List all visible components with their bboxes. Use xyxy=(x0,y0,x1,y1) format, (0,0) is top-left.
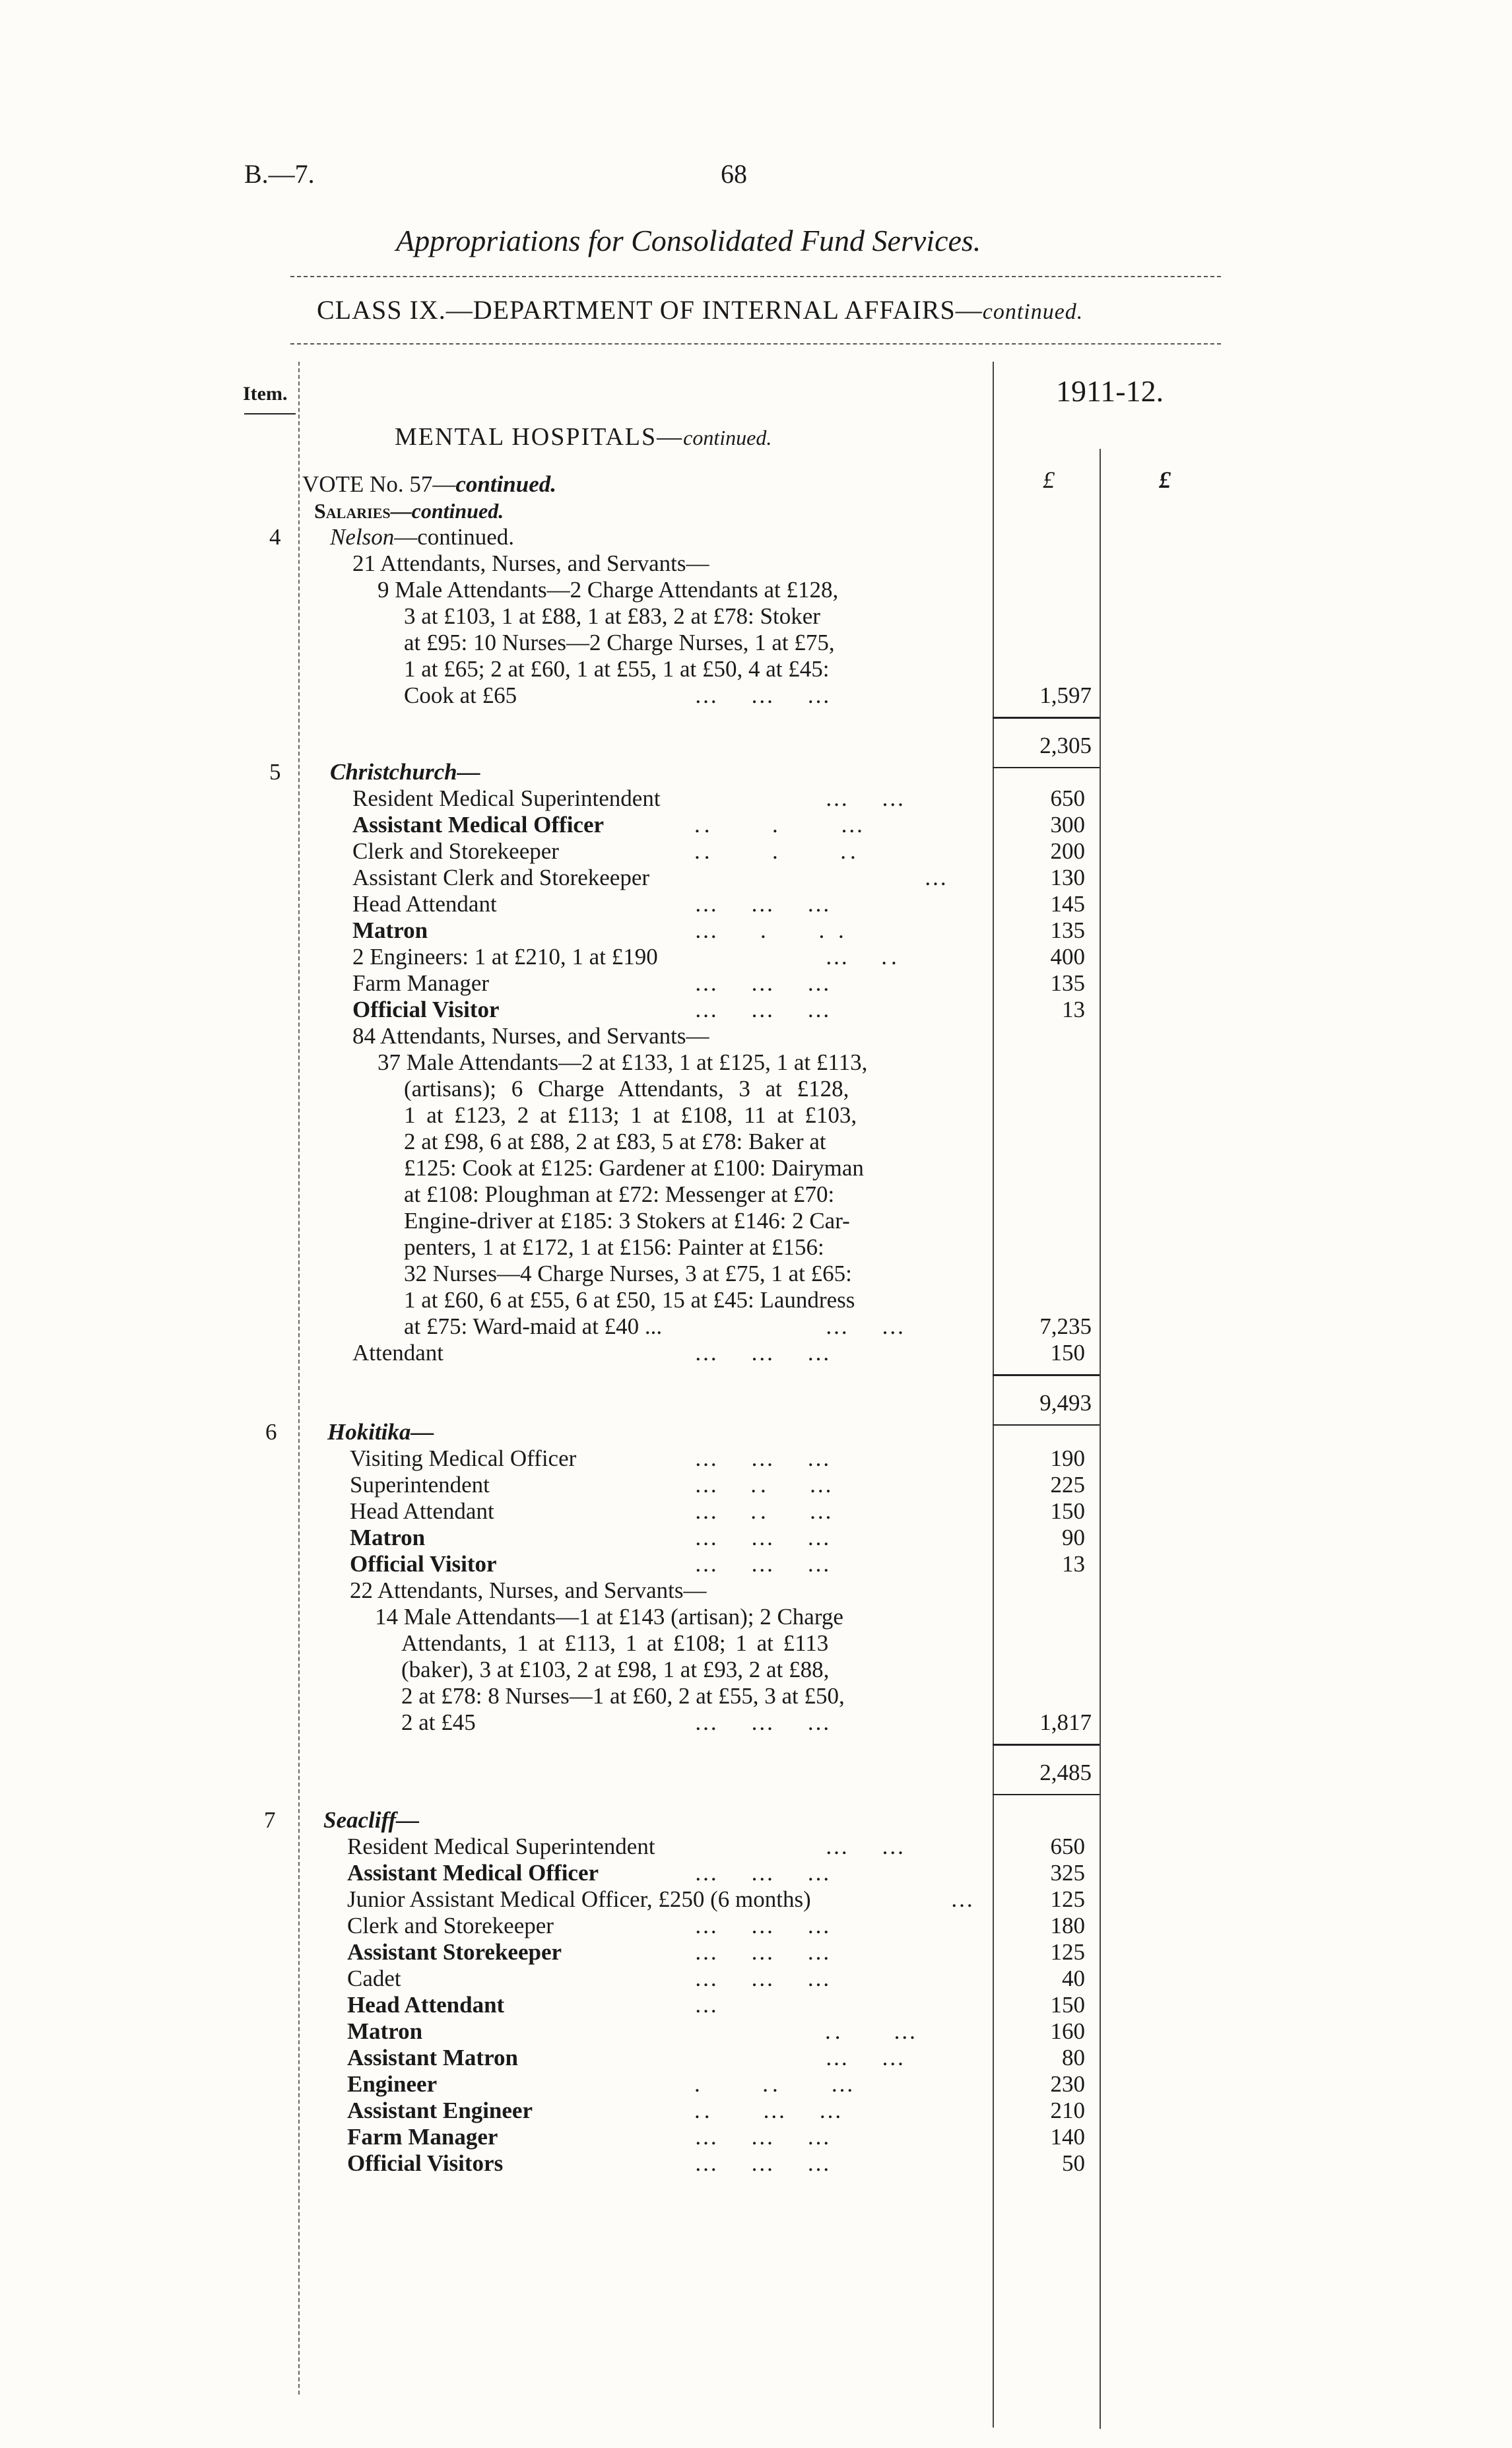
item-column-divider xyxy=(298,362,300,2395)
subtotal-amount: 2,485 xyxy=(1039,1760,1092,1785)
salaries-heading xyxy=(314,498,504,524)
section-cont: continued. xyxy=(683,426,772,449)
staff-position: Assistant Medical Officer xyxy=(347,1860,599,1886)
class-heading-cont: continued. xyxy=(982,300,1084,324)
leader-dots: … … … xyxy=(694,1525,834,1550)
leader-dots: … … … xyxy=(694,1709,834,1735)
amount: 50 xyxy=(1062,2150,1085,2176)
item-number: 7 xyxy=(264,1807,276,1833)
staff-position: Clerk and Storekeeper xyxy=(347,1913,554,1938)
staff-position: Assistant Storekeeper xyxy=(347,1939,562,1965)
staff-detail-line: 2 at £78: 8 Nurses—1 at £60, 2 at £55, 3 at £50, xyxy=(401,1683,845,1709)
staff-detail-line: Engine-driver at £185: 3 Stokers at £146: 2 Car- xyxy=(404,1208,850,1234)
amount: 650 xyxy=(1050,785,1085,811)
staff-position: Official Visitors xyxy=(347,2150,504,2176)
header-rule-bottom xyxy=(290,343,1221,345)
institution-heading-hokitika: Hokitika— xyxy=(327,1419,434,1445)
amount: 13 xyxy=(1062,997,1085,1022)
staff-position: Assistant Clerk and Storekeeper xyxy=(352,865,650,890)
staff-detail-line: Attendants, 1 at £113, 1 at £108; 1 at £113 xyxy=(401,1630,829,1656)
staff-detail-line: 1 at £65; 2 at £60, 1 at £55, 1 at £50, 4 at £45: xyxy=(404,656,830,682)
amount: 135 xyxy=(1050,970,1085,996)
section-title: MENTAL HOSPITALS— xyxy=(395,423,684,451)
page-number: 68 xyxy=(721,159,747,189)
amount: 1,817 xyxy=(1039,1709,1092,1735)
leader-dots: .. . … xyxy=(694,812,868,838)
staff-position: Junior Assistant Medical Officer, £250 (6 months) xyxy=(347,1886,811,1912)
salaries-label: Salaries— xyxy=(314,499,412,523)
leader-dots: … … xyxy=(825,785,909,811)
staff-position: Visiting Medical Officer xyxy=(350,1445,577,1471)
amount: 150 xyxy=(1050,1992,1085,2018)
staff-detail-line: 2 at £98, 6 at £88, 2 at £83, 5 at £78: Baker at xyxy=(404,1129,826,1154)
staff-detail-line: 3 at £103, 1 at £88, 1 at £83, 2 at £78: Stoker xyxy=(404,603,820,629)
staff-position: Matron xyxy=(347,2018,423,2044)
staff-position: Matron xyxy=(350,1525,426,1550)
staff-position: Engineer xyxy=(347,2071,438,2097)
amount: 13 xyxy=(1062,1551,1085,1577)
staff-detail-line: (artisans); 6 Charge Attendants, 3 at £128, xyxy=(404,1076,849,1102)
staff-position: Cadet xyxy=(347,1966,401,1991)
class-heading-text: CLASS IX.—DEPARTMENT OF INTERNAL AFFAIRS— xyxy=(317,295,983,325)
staff-position: Assistant Matron xyxy=(347,2045,518,2070)
staff-position: Assistant Engineer xyxy=(347,2098,533,2123)
amount: 300 xyxy=(1050,812,1085,838)
staff-detail-line: at £108: Ploughman at £72: Messenger at £70: xyxy=(404,1181,835,1207)
institution-heading-christchurch: Christchurch— xyxy=(330,759,480,785)
leader-dots: … … … xyxy=(694,1966,834,1991)
leader-dots: … … … xyxy=(694,2150,834,2176)
amount: 200 xyxy=(1050,838,1085,864)
staff-position: Official Visitor xyxy=(350,1551,497,1577)
staff-detail-line: 14 Male Attendants—1 at £143 (artisan); 2 Charge xyxy=(375,1604,843,1630)
leader-dots: … … … xyxy=(694,891,834,917)
staff-position: Attendant xyxy=(352,1340,444,1366)
vote-heading xyxy=(302,471,556,498)
staff-detail-line: Cook at £65 xyxy=(404,682,517,708)
amount: 180 xyxy=(1050,1913,1085,1938)
staff-detail-line: at £95: 10 Nurses—2 Charge Nurses, 1 at £75, xyxy=(404,630,835,655)
amount: 400 xyxy=(1050,944,1085,970)
amount: 145 xyxy=(1050,891,1085,917)
leader-dots: … … … xyxy=(694,1939,834,1965)
staff-position: Resident Medical Superintendent xyxy=(347,1834,655,1859)
amount: 225 xyxy=(1050,1472,1085,1498)
amount: 650 xyxy=(1050,1834,1085,1859)
leader-dots: … … … xyxy=(694,1913,834,1938)
amount: 135 xyxy=(1050,917,1085,943)
staff-position: Farm Manager xyxy=(352,970,490,996)
leader-dots: . .. … xyxy=(694,2071,858,2097)
leader-dots: … … … xyxy=(694,970,834,996)
vote-cont: continued. xyxy=(455,471,557,497)
leader-dots: … xyxy=(924,865,951,890)
leader-dots: … … … xyxy=(694,1551,834,1577)
item-header-underline xyxy=(244,413,296,414)
item-number: 4 xyxy=(269,524,281,550)
leader-dots: … … … xyxy=(694,997,834,1022)
amount: 150 xyxy=(1050,1340,1085,1366)
subtotal-amount: 2,305 xyxy=(1039,733,1092,758)
subtotal-amount: 9,493 xyxy=(1039,1390,1092,1416)
pound-sign-column-a: £ xyxy=(1043,467,1055,493)
staff-detail-line: 1 at £60, 6 at £55, 6 at £50, 15 at £45: Laundress xyxy=(404,1287,855,1313)
amount: 210 xyxy=(1050,2098,1085,2123)
leader-dots: … … … xyxy=(694,1340,834,1366)
staff-position: 2 Engineers: 1 at £210, 1 at £190 xyxy=(352,944,658,970)
amount: 90 xyxy=(1062,1525,1085,1550)
staff-detail-line: penters, 1 at £172, 1 at £156: Painter at £156: xyxy=(404,1234,824,1260)
amount: 190 xyxy=(1050,1445,1085,1471)
staff-position: Head Attendant xyxy=(352,891,497,917)
staff-group-heading: 84 Attendants, Nurses, and Servants— xyxy=(352,1023,709,1049)
leader-dots: … … … xyxy=(694,2124,834,2150)
leader-dots: … … … xyxy=(694,682,834,708)
amount: 125 xyxy=(1050,1886,1085,1912)
leader-dots: … xyxy=(694,1992,721,2018)
class-heading xyxy=(317,294,1083,325)
total-column-divider xyxy=(1100,449,1101,2429)
subtotal-rule xyxy=(993,1374,1100,1376)
leader-dots: .. . .. xyxy=(694,838,860,864)
leader-dots: … .. … xyxy=(694,1472,836,1498)
staff-position: Assistant Medical Officer xyxy=(352,812,605,838)
institution-heading-seacliff: Seacliff— xyxy=(323,1807,420,1833)
item-column-header: Item. xyxy=(243,383,288,405)
document-reference: B.—7. xyxy=(244,159,315,189)
header-rule-top xyxy=(290,276,1221,277)
staff-position: Farm Manager xyxy=(347,2124,498,2150)
staff-detail-line: (baker), 3 at £103, 2 at £98, 1 at £93, 2 at £88, xyxy=(401,1657,830,1682)
amount: 130 xyxy=(1050,865,1085,890)
staff-position: Official Visitor xyxy=(352,997,500,1022)
amount: 140 xyxy=(1050,2124,1085,2150)
staff-group-heading: 21 Attendants, Nurses, and Servants— xyxy=(352,550,709,576)
institution-heading-nelson xyxy=(330,524,514,550)
section-heading xyxy=(395,422,772,451)
pound-sign-column-b: £ xyxy=(1159,467,1171,493)
amount: 160 xyxy=(1050,2018,1085,2044)
amount: 325 xyxy=(1050,1860,1085,1886)
leader-dots: … .. xyxy=(825,944,901,970)
staff-detail-line: 32 Nurses—4 Charge Nurses, 3 at £75, 1 at £65: xyxy=(404,1261,852,1286)
leader-dots: .. … xyxy=(825,2018,921,2044)
staff-position: Resident Medical Superintendent xyxy=(352,785,661,811)
leader-dots: … … xyxy=(825,1834,909,1859)
year-column-header: 1911-12. xyxy=(1056,374,1164,408)
staff-detail-line: at £75: Ward-maid at £40 ... xyxy=(404,1313,663,1339)
nelson-cont: —continued. xyxy=(394,524,515,550)
leader-dots: … . . . xyxy=(694,917,848,943)
staff-detail-line: 2 at £45 xyxy=(401,1709,476,1735)
amount: 125 xyxy=(1050,1939,1085,1965)
staff-detail-line: £125: Cook at £125: Gardener at £100: Dairyman xyxy=(404,1155,864,1181)
staff-position: Superintendent xyxy=(350,1472,490,1498)
leader-dots: … … … xyxy=(694,1860,834,1886)
leader-dots: … … … xyxy=(694,1445,834,1471)
leader-dots: … … xyxy=(825,2045,909,2070)
staff-position: Matron xyxy=(352,917,428,943)
subtotal-rule-bottom xyxy=(993,1424,1100,1426)
staff-position: Head Attendant xyxy=(347,1992,505,2018)
amount: 150 xyxy=(1050,1498,1085,1524)
leader-dots: … … xyxy=(825,1313,909,1339)
staff-detail-line: 1 at £123, 2 at £113; 1 at £108, 11 at £103, xyxy=(404,1102,857,1128)
subtotal-rule-bottom xyxy=(993,1794,1100,1795)
amount: 80 xyxy=(1062,2045,1085,2070)
leader-dots: … xyxy=(950,1886,977,1912)
staff-group-heading: 22 Attendants, Nurses, and Servants— xyxy=(350,1577,707,1603)
subtotal-rule xyxy=(993,1744,1100,1746)
staff-position: Clerk and Storekeeper xyxy=(352,838,559,864)
subtotal-rule-bottom xyxy=(993,767,1100,768)
amount: 1,597 xyxy=(1039,682,1092,708)
nelson-name: Nelson xyxy=(330,524,395,550)
leader-dots: .. … … xyxy=(694,2098,846,2123)
leader-dots: … .. … xyxy=(694,1498,836,1524)
staff-detail-line: 9 Male Attendants—2 Charge Attendants at £128, xyxy=(378,577,839,603)
item-number: 6 xyxy=(265,1419,277,1445)
vote-label: VOTE No. 57— xyxy=(302,471,456,497)
amount: 230 xyxy=(1050,2071,1085,2097)
salaries-cont: continued. xyxy=(411,499,504,523)
amount: 40 xyxy=(1062,1966,1085,1991)
staff-position: Head Attendant xyxy=(350,1498,494,1524)
staff-detail-line: 37 Male Attendants—2 at £133, 1 at £125, 1 at £113, xyxy=(378,1049,868,1075)
subtotal-rule xyxy=(993,717,1100,719)
amount: 7,235 xyxy=(1039,1313,1092,1339)
item-number: 5 xyxy=(269,759,281,785)
page-subtitle: Appropriations for Consolidated Fund Services. xyxy=(396,224,981,257)
